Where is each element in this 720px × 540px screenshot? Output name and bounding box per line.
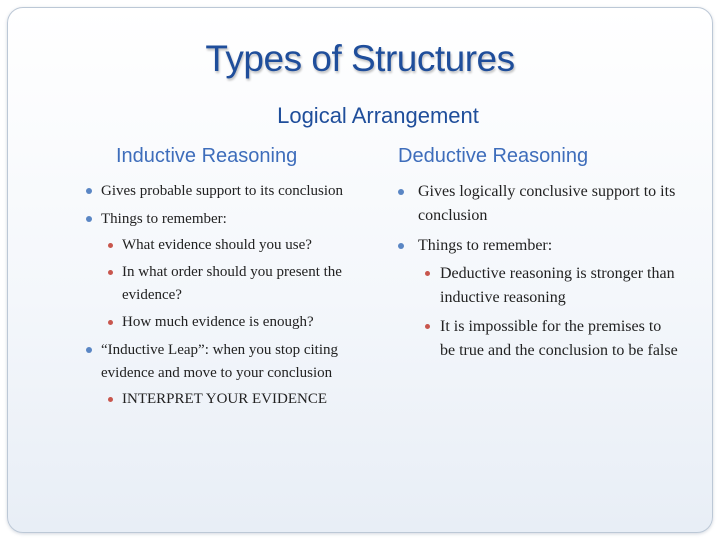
bullet-text: Things to remember: [101,211,227,227]
deductive-heading: Deductive Reasoning [398,145,589,167]
bullet-icon [86,216,92,222]
sub-bullet-text: How much evidence is enough? [122,314,314,330]
sub-bullet-icon [108,397,113,402]
list-item [106,234,356,257]
deductive-column [396,180,680,369]
list-item [106,311,356,334]
sub-bullet-icon [108,270,113,275]
list-item [106,388,356,411]
sub-bullet-icon [425,324,430,329]
sub-bullet-list [423,262,680,363]
inductive-column [84,180,356,416]
list-item [84,180,356,203]
list-item [396,234,680,363]
list-item [106,261,356,307]
slide-title: Types of Structures [205,38,515,79]
bullet-icon [86,347,92,353]
slide-subtitle: Logical Arrangement [277,103,479,128]
sub-bullet-icon [108,243,113,248]
list-item [423,262,680,310]
sub-bullet-text: In what order should you present the evidence? [122,264,342,303]
bullet-text: “Inductive Leap”: when you stop citing evidence and move to your conclusion [101,342,339,381]
sub-bullet-text: Deductive reasoning is stronger than inductive reasoning [440,265,675,306]
bullet-icon [86,188,92,194]
sub-bullet-icon [108,320,113,325]
sub-bullet-icon [425,271,430,276]
bullet-icon [398,189,404,195]
list-item [84,339,356,411]
bullet-text: Things to remember: [418,237,553,254]
bullet-icon [398,243,404,249]
list-item [84,208,356,334]
sub-bullet-text: It is impossible for the premises to be true and the conclusion to be false [440,318,678,359]
bullet-text: Gives probable support to its conclusion [101,183,344,199]
sub-bullet-text: What evidence should you use? [122,237,312,253]
deductive-bullet-list [396,180,680,363]
sub-bullet-list [106,234,356,334]
sub-bullet-list [106,388,356,411]
sub-bullet-text: INTERPRET YOUR EVIDENCE [122,391,327,407]
list-item [396,180,680,228]
inductive-bullet-list [84,180,356,411]
inductive-heading: Inductive Reasoning [116,145,298,167]
bullet-text: Gives logically conclusive support to its conclusion [418,183,676,224]
list-item [423,315,680,363]
